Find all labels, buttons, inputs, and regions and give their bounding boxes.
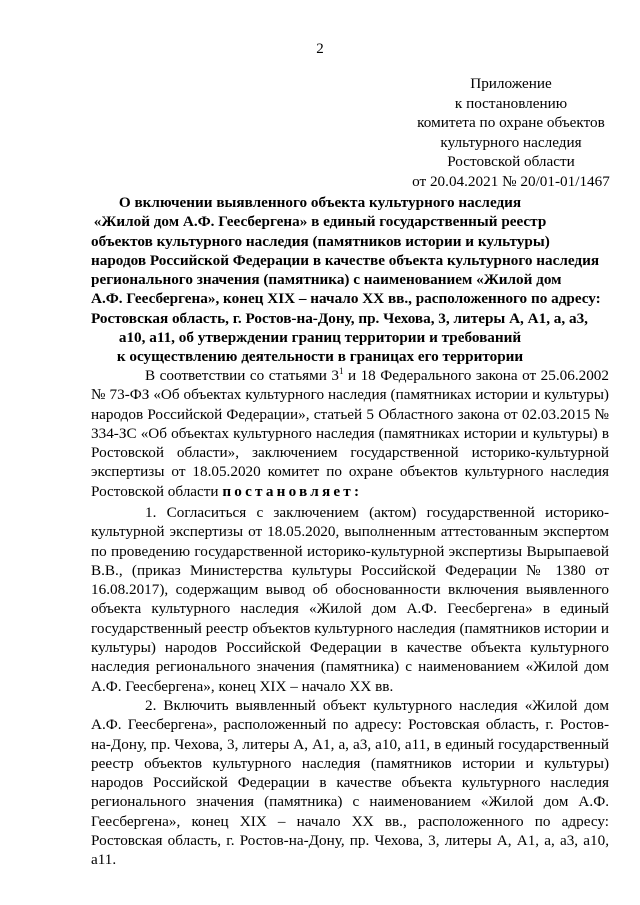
title-line: к осуществлению деятельности в границах его территории <box>116 348 524 366</box>
title-line: О включении выявленного объекта культурного наследия <box>118 194 522 211</box>
appendix-line: Ростовской области <box>447 153 575 170</box>
article-superscript: 1 <box>338 365 344 376</box>
title-line: регионального значения (памятника) с наименованием «Жилой дом <box>91 271 562 289</box>
appendix-line: культурного наследия <box>440 133 582 151</box>
title-line: «Жилой дом А.Ф. Геесбергена» в единый государственный реестр <box>93 213 547 231</box>
document-title <box>91 193 601 367</box>
page-number: 2 <box>316 41 324 57</box>
title-line: А.Ф. Геесбергена», конец XIX – начало XX вв., расположенного по адресу: <box>91 290 601 308</box>
preamble-text-rest: и 18 Федерального закона от 25.06.2002 № 73-ФЗ «Об объектах культурного наследия (памятниках истории и культуры) народов Российской Федерации», статьей 5 Областного закона от 02.03.2015 № 334-ЗС «Об объектах культурного наследия (памятниках истории и культуры) в Ростовской области», заключением государственной историко-культурной экспертизы от 18.05.2020 комитет по охране объектов культурного наследия Ростовской области <box>91 367 609 500</box>
appendix-line: от 20.04.2021 № 20/01-01/1467 <box>412 172 610 190</box>
title-line: объектов культурного наследия (памятников истории и культуры) <box>91 232 550 250</box>
preamble-text-start: В соответствии со статьями 3 <box>145 367 339 384</box>
preamble-section <box>91 366 609 501</box>
appendix-block <box>396 74 626 191</box>
title-line: Ростовская область, г. Ростов-на-Дону, пр. Чехова, 3, литеры А, А1, а, а3, <box>91 309 588 327</box>
decree-item-2: 2. Включить выявленный объект культурного наследия «Жилой дом А.Ф. Геесбергена», расположенный по адресу: Ростовская область, г. Ростов-на-Дону, пр. Чехова, 3, литеры А, А1, а, а3, а10, а11, в единый государственный реестр объектов культурного наследия (памятников истории и культуры) народов Российской Федерации в качестве объекта культурного наследия регионального значения (памятника) с наименованием «Жилой дом А.Ф. Геесбергена», конец XIX – начало XX вв., расположенного по адресу: Ростовская область, г. Ростов-на-Дону, пр. Чехова, 3, литеры А, А1, а, а3, а10, а11. <box>91 696 609 869</box>
appendix-line: к постановлению <box>454 94 568 112</box>
appendix-line: Приложение <box>470 75 552 92</box>
decree-items <box>91 503 609 870</box>
decree-word: постановляет: <box>222 482 363 500</box>
preamble-paragraph <box>91 366 609 501</box>
title-line: народов Российской Федерации в качестве объекта культурного наследия <box>91 251 600 269</box>
title-line: а10, а11, об утверждении границ территории и требований <box>118 329 522 347</box>
decree-item-1: 1. Согласиться с заключением (актом) государственной историко-культурной экспертизы от 18.05.2020, выполненным аттестованным экспертом по проведению государственной историко-культурной экспертизы Вырыпаевой В.В., (приказ Министерства культуры Российской Федерации № 1380 от 16.08.2017), содержащим вывод об обоснованности включения выявленного объекта культурного наследия «Жилой дом А.Ф. Геесбергена» в единый государственный реестр объектов культурного наследия (памятников истории и культуры) народов Российской Федерации в качестве объекта культурного наследия регионального значения (памятника) с наименованием «Жилой дом А.Ф. Геесбергена», конец XIX – начало XX вв. <box>91 504 609 695</box>
appendix-line: комитета по охране объектов <box>417 114 605 131</box>
